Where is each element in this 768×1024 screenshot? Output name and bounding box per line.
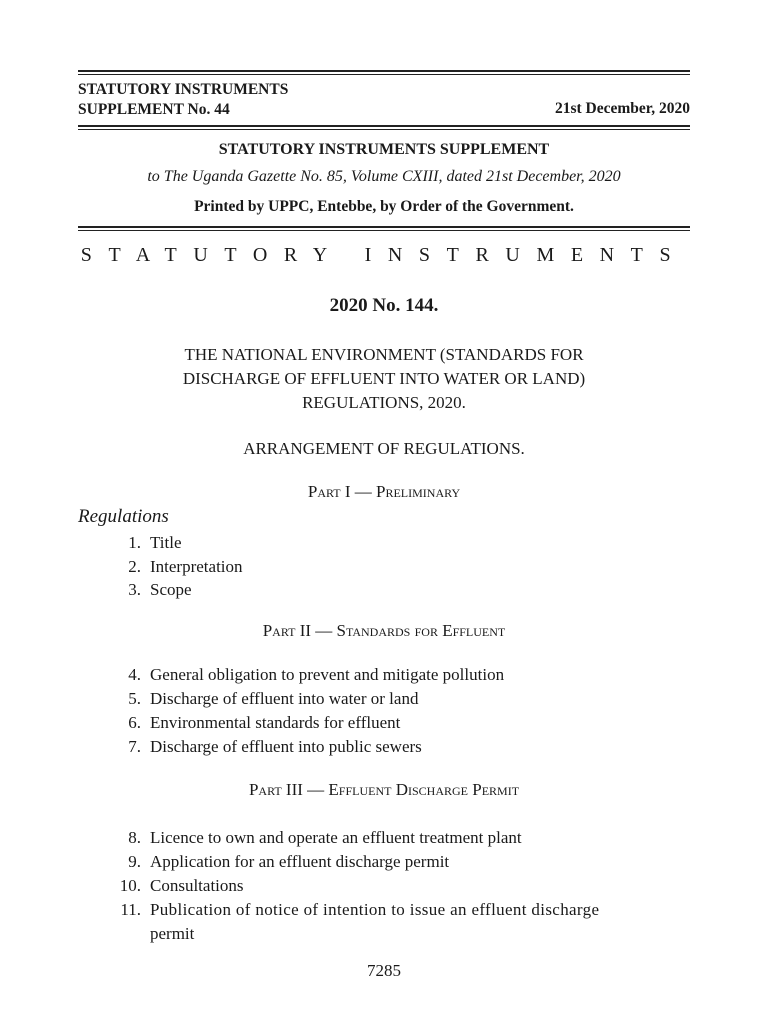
header-top-rule — [78, 70, 690, 75]
regulation-text: Discharge of effluent into water or land — [150, 689, 419, 708]
regulation-text: Licence to own and operate an effluent treatment plant — [150, 828, 522, 847]
regulation-number: 8. — [128, 828, 141, 847]
regulation-number: 9. — [128, 852, 141, 871]
regulations-label: Regulations — [78, 506, 169, 527]
regulation-title-line1: THE NATIONAL ENVIRONMENT (STANDARDS FOR — [184, 345, 584, 364]
regulation-number: 11. — [120, 900, 141, 919]
regulation-text: Interpretation — [150, 557, 243, 576]
regulation-number: 7. — [128, 737, 141, 756]
regulation-text: Consultations — [150, 876, 244, 895]
regulation-text: Application for an effluent discharge permit — [150, 852, 450, 871]
arrangement-heading: ARRANGEMENT OF REGULATIONS. — [243, 439, 525, 458]
header-date: 21st December, 2020 — [554, 100, 690, 117]
gazette-page — [78, 0, 690, 1024]
regulation-title-line2: DISCHARGE OF EFFLUENT INTO WATER OR LAND) — [182, 369, 586, 388]
regulation-text: Title — [150, 533, 182, 552]
header-bottom-rule — [78, 125, 690, 130]
statutory-instruments-banner: STATUTORY INSTRUMENTS — [80, 244, 688, 266]
regulation-text: permit — [150, 924, 195, 943]
page-number: 7285 — [367, 961, 401, 980]
part-heading: Part III — Effluent Discharge Permit — [248, 780, 520, 799]
regulation-number: 2. — [128, 557, 141, 576]
header-title-line1: STATUTORY INSTRUMENTS — [78, 81, 289, 98]
supplement-subtitle: to The Uganda Gazette No. 85, Volume CXIII, dated 21st December, 2020 — [147, 168, 621, 185]
header-supplement-number: SUPPLEMENT No. 44 — [78, 101, 230, 118]
regulation-number: 6. — [128, 713, 141, 732]
supplement-rule — [78, 226, 690, 231]
regulation-number: 4. — [128, 665, 141, 684]
regulation-number: 3. — [128, 580, 141, 599]
regulation-title-line3: REGULATIONS, 2020. — [302, 393, 466, 412]
regulation-number: 5. — [128, 689, 141, 708]
regulation-number: 10. — [119, 876, 141, 895]
printed-by-line: Printed by UPPC, Entebbe, by Order of the Government. — [194, 198, 574, 215]
supplement-title: STATUTORY INSTRUMENTS SUPPLEMENT — [218, 141, 550, 158]
regulation-text: Scope — [150, 580, 192, 599]
regulation-number: 1. — [128, 533, 141, 552]
regulation-text: General obligation to prevent and mitigate pollution — [150, 665, 505, 684]
part-heading: Part I — Preliminary — [307, 482, 461, 501]
regulation-text: Discharge of effluent into public sewers — [150, 737, 422, 756]
regulation-text: Publication of notice of intention to issue an effluent discharge — [150, 900, 600, 919]
instrument-number: 2020 No. 144. — [329, 295, 439, 316]
regulation-text: Environmental standards for effluent — [150, 713, 401, 732]
part-heading: Part II — Standards for Effluent — [262, 621, 506, 640]
